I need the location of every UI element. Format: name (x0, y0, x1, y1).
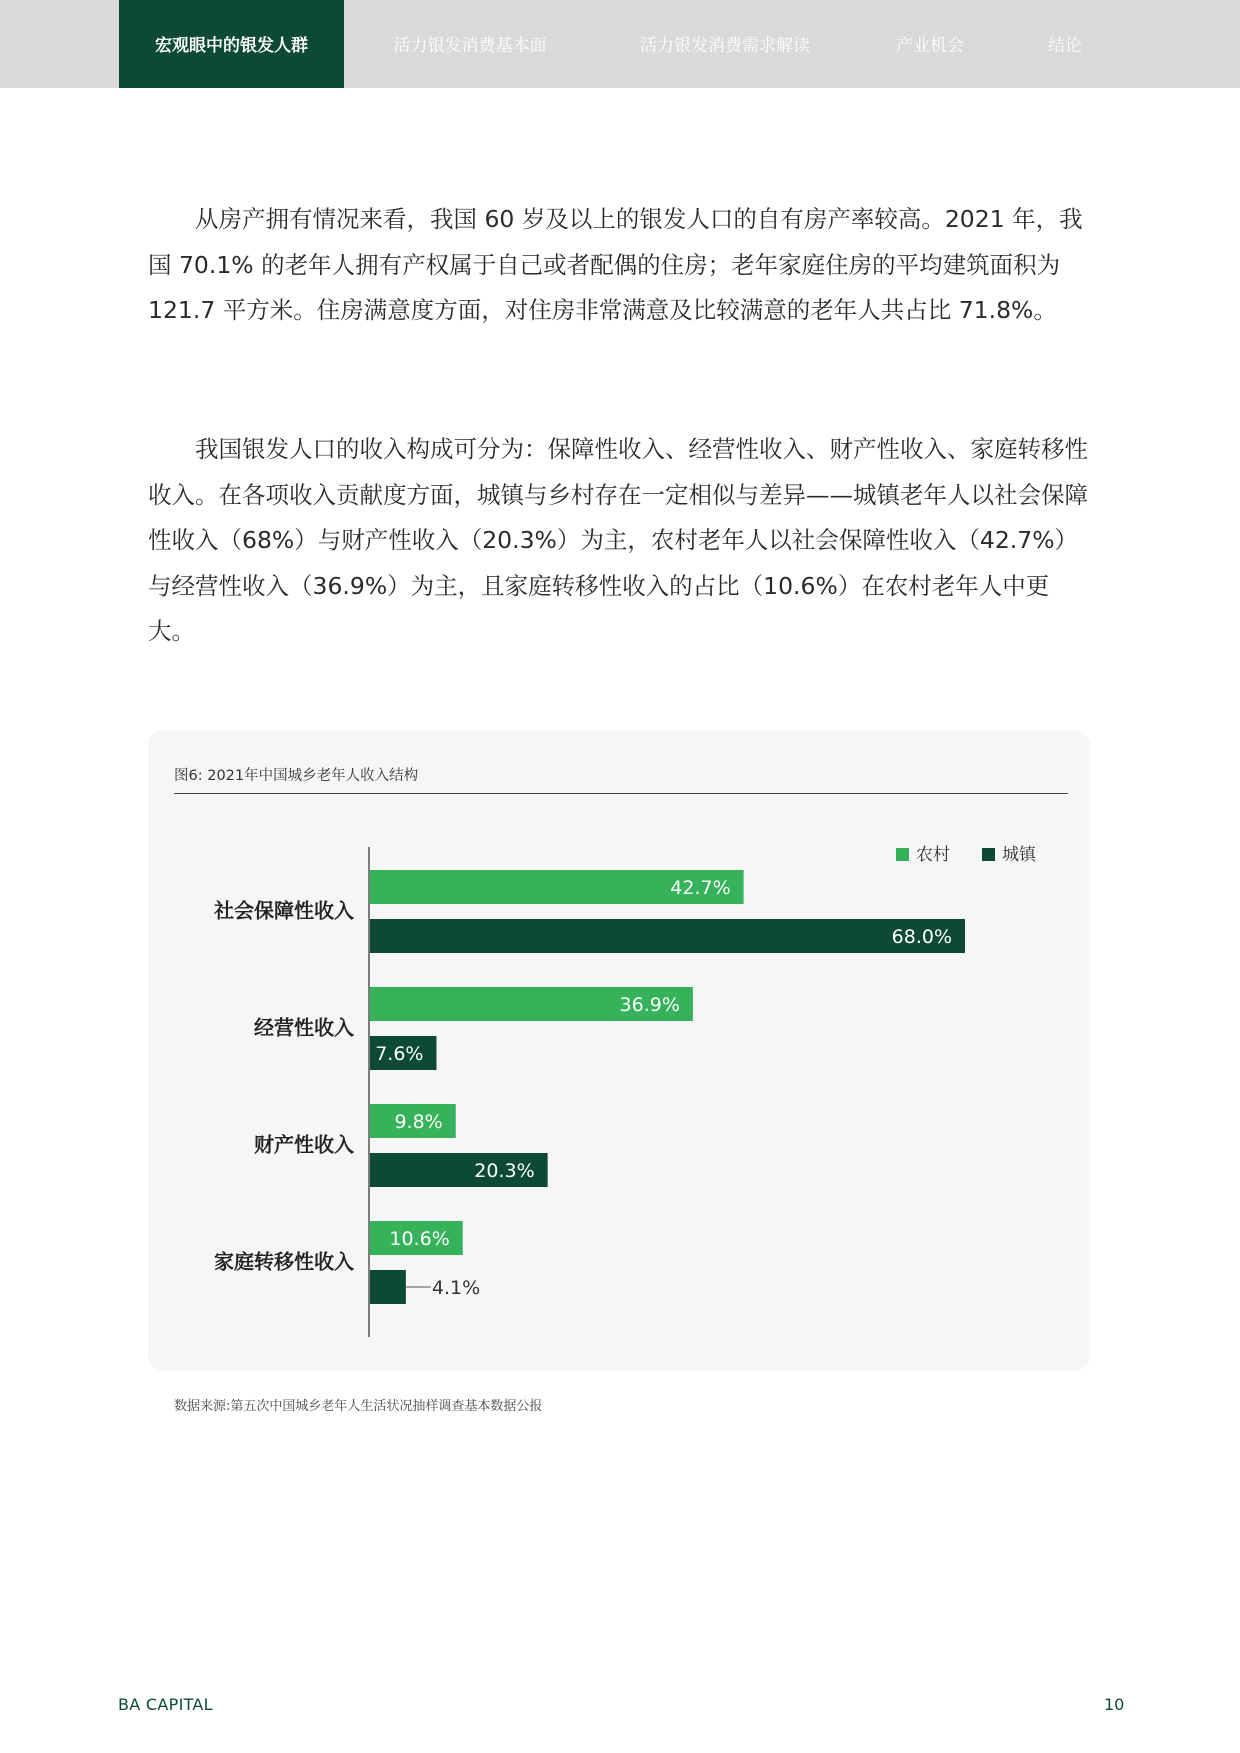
data-label-0-3: 10.6% (389, 1228, 450, 1250)
bar-1-3 (370, 1270, 406, 1304)
tab-consumption-demand[interactable]: 活力银发消费需求解读 (640, 36, 810, 56)
legend-label-0: 农村 (916, 845, 950, 865)
category-label-2: 财产性收入 (254, 1132, 354, 1157)
chart-title: 图6: 2021年中国城乡老年人收入结构 (174, 768, 419, 784)
legend-swatch-0 (896, 848, 909, 861)
legend-label-1: 城镇 (1002, 845, 1036, 865)
category-label-0: 社会保障性收入 (214, 898, 354, 923)
top-navigation (0, 0, 1240, 88)
tab-consumption-fundamentals[interactable]: 活力银发消费基本面 (393, 36, 547, 56)
tab-conclusion[interactable]: 结论 (1048, 36, 1082, 56)
data-label-1-2: 20.3% (474, 1160, 535, 1182)
tab-silver-population-macro[interactable]: 宏观眼中的银发人群 (119, 0, 344, 88)
data-label-1-1: 7.6% (375, 1043, 424, 1065)
data-label-1-3: 4.1% (431, 1277, 481, 1299)
paragraph-housing: 从房产拥有情况来看，我国 60 岁及以上的银发人口的自有房产率较高。2021 年，我国 70.1% 的老年人拥有产权属于自己或者配偶的住房；老年家庭住房的平均建筑面积为 121.7 平方米。住房满意度方面，对住房非常满意及比较满意的老年人共占比 71.8%。 (148, 205, 1083, 324)
data-label-0-1: 36.9% (619, 994, 680, 1016)
category-label-3: 家庭转移性收入 (214, 1249, 354, 1274)
data-label-1-0: 68.0% (891, 926, 952, 948)
paragraph-income: 我国银发人口的收入构成可分为：保障性收入、经营性收入、财产性收入、家庭转移性收入。在各项收入贡献度方面，城镇与乡村存在一定相似与差异——城镇老年人以社会保障性收入（68%）与财产性收入（20.3%）为主，农村老年人以社会保障性收入（42.7%）与经营性收入（36.9%）为主，且家庭转移性收入的占比（10.6%）在农村老年人中更大。 (148, 435, 1088, 645)
chart-card (148, 730, 1090, 1371)
page-number: 10 (1104, 1695, 1125, 1714)
legend-swatch-1 (982, 848, 995, 861)
data-label-0-0: 42.7% (670, 877, 731, 899)
income-structure-bar-chart (148, 730, 1090, 1371)
data-label-0-2: 9.8% (394, 1111, 443, 1133)
category-label-1: 经营性收入 (254, 1015, 354, 1040)
data-source-note: 数据来源:第五次中国城乡老年人生活状况抽样调查基本数据公报 (174, 1399, 543, 1414)
footer-brand: BA CAPITAL (118, 1695, 213, 1714)
bar-1-0 (370, 919, 965, 953)
tab-industry-opportunities[interactable]: 产业机会 (896, 36, 964, 56)
